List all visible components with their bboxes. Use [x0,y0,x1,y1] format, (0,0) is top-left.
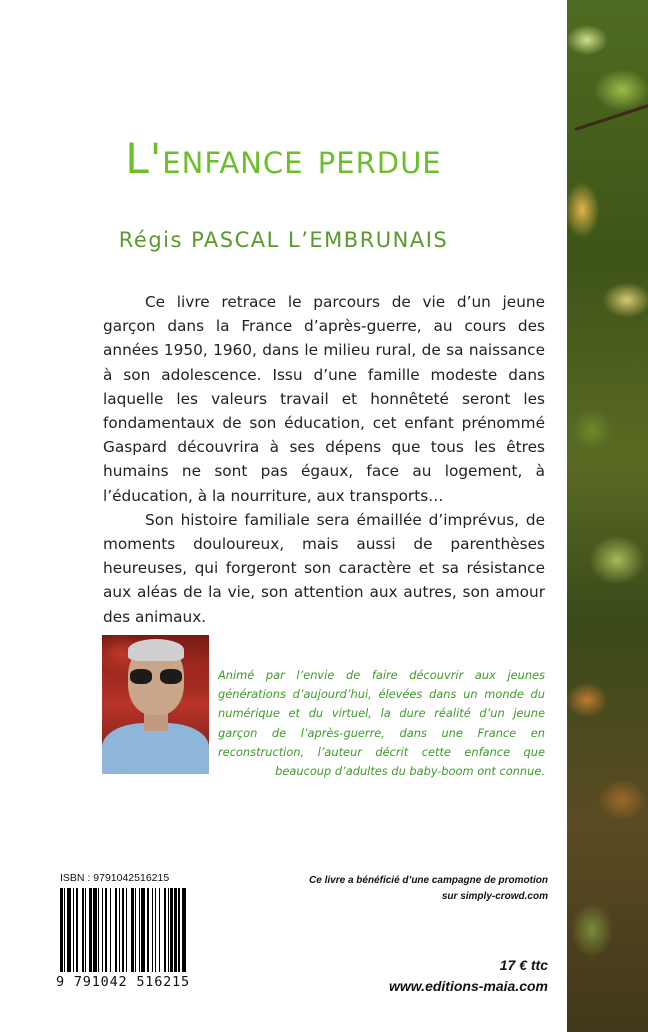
book-price: 17 € ttc [499,957,548,973]
book-summary [103,290,545,629]
promo-line-1: Ce livre a bénéficié d’une campagne de promotion [309,875,548,886]
barcode-bar [186,888,187,972]
author-blurb: Animé par l’envie de faire découvrir aux jeunes générations d’aujourd’hui, élevées dans un monde du numérique et du virtuel, la dure réalité d’un jeune garçon de l’après-guerre, dans une France en reconstruction, l’auteur décrit cette enfance que beaucoup d’adultes du baby-boom ont connue. [218,668,545,779]
barcode-digits: 9 791042 516215 [56,974,190,990]
summary-paragraph-1: Ce livre retrace le parcours de vie d’un jeune garçon dans la France d’après-guerre, au cours des années 1950, 1960, dans le milieu rural, de sa naissance à son adolescence. Issu d’une famille modeste dans laquelle les valeurs travail et honnêteté seront les fondamentaux de son éducation, cet enfant prénommé Gaspard découvrira à ses dépens que tous les êtres humains ne sont pas égaux, face au logement, à l’éducation, à la nourriture, aux transports… [103,293,545,505]
isbn-barcode [60,888,188,972]
publisher-website[interactable]: www.editions-maia.com [389,978,548,994]
book-author: Régis PASCAL L’EMBRUNAIS [118,228,449,252]
author-photo-hair [128,639,184,661]
summary-paragraph-2: Son histoire familiale sera émaillée d’imprévus, de moments douloureux, mais aussi de parenthèses heureuses, qui forgeront son caractère et sa résistance aux aléas de la vie, son attention aux autres, son amour des animaux. [103,510,545,626]
foliage-spine-photo [567,0,648,1032]
book-title: L'enfance perdue [125,134,442,183]
promo-line-2: sur simply-crowd.com [441,891,548,902]
author-photo [102,635,209,774]
promo-notice [248,873,548,905]
isbn-label: ISBN : 9791042516215 [60,872,170,884]
author-photo-sunglasses [130,669,182,685]
